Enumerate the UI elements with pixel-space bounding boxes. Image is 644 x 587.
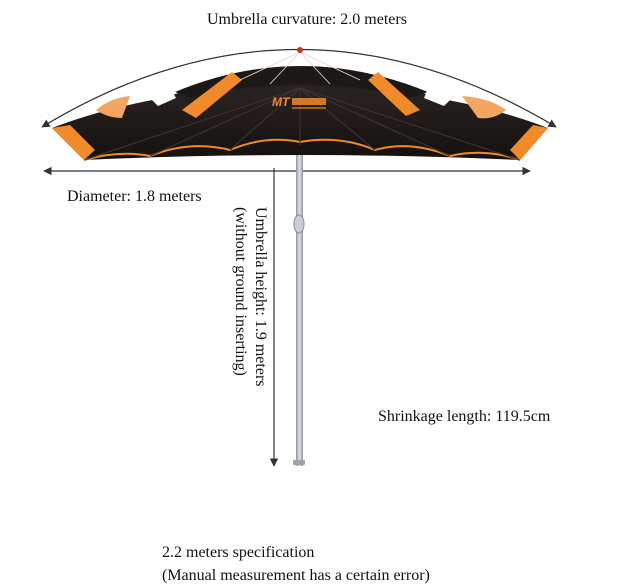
height-label-line2: (without ground inserting) xyxy=(232,207,249,376)
diameter-label: Diameter: 1.8 meters xyxy=(67,188,202,205)
brand-logo: MT xyxy=(272,95,290,109)
curvature-label: Umbrella curvature: 2.0 meters xyxy=(207,11,407,28)
height-label xyxy=(230,207,270,387)
umbrella-canopy xyxy=(52,47,548,160)
measurement-note: (Manual measurement has a certain error) xyxy=(162,567,430,584)
height-label-line1: Umbrella height: 1.9 meters xyxy=(252,207,269,387)
shrinkage-label: Shrinkage length: 119.5cm xyxy=(378,408,551,425)
specification-label: 2.2 meters specification xyxy=(162,544,315,561)
